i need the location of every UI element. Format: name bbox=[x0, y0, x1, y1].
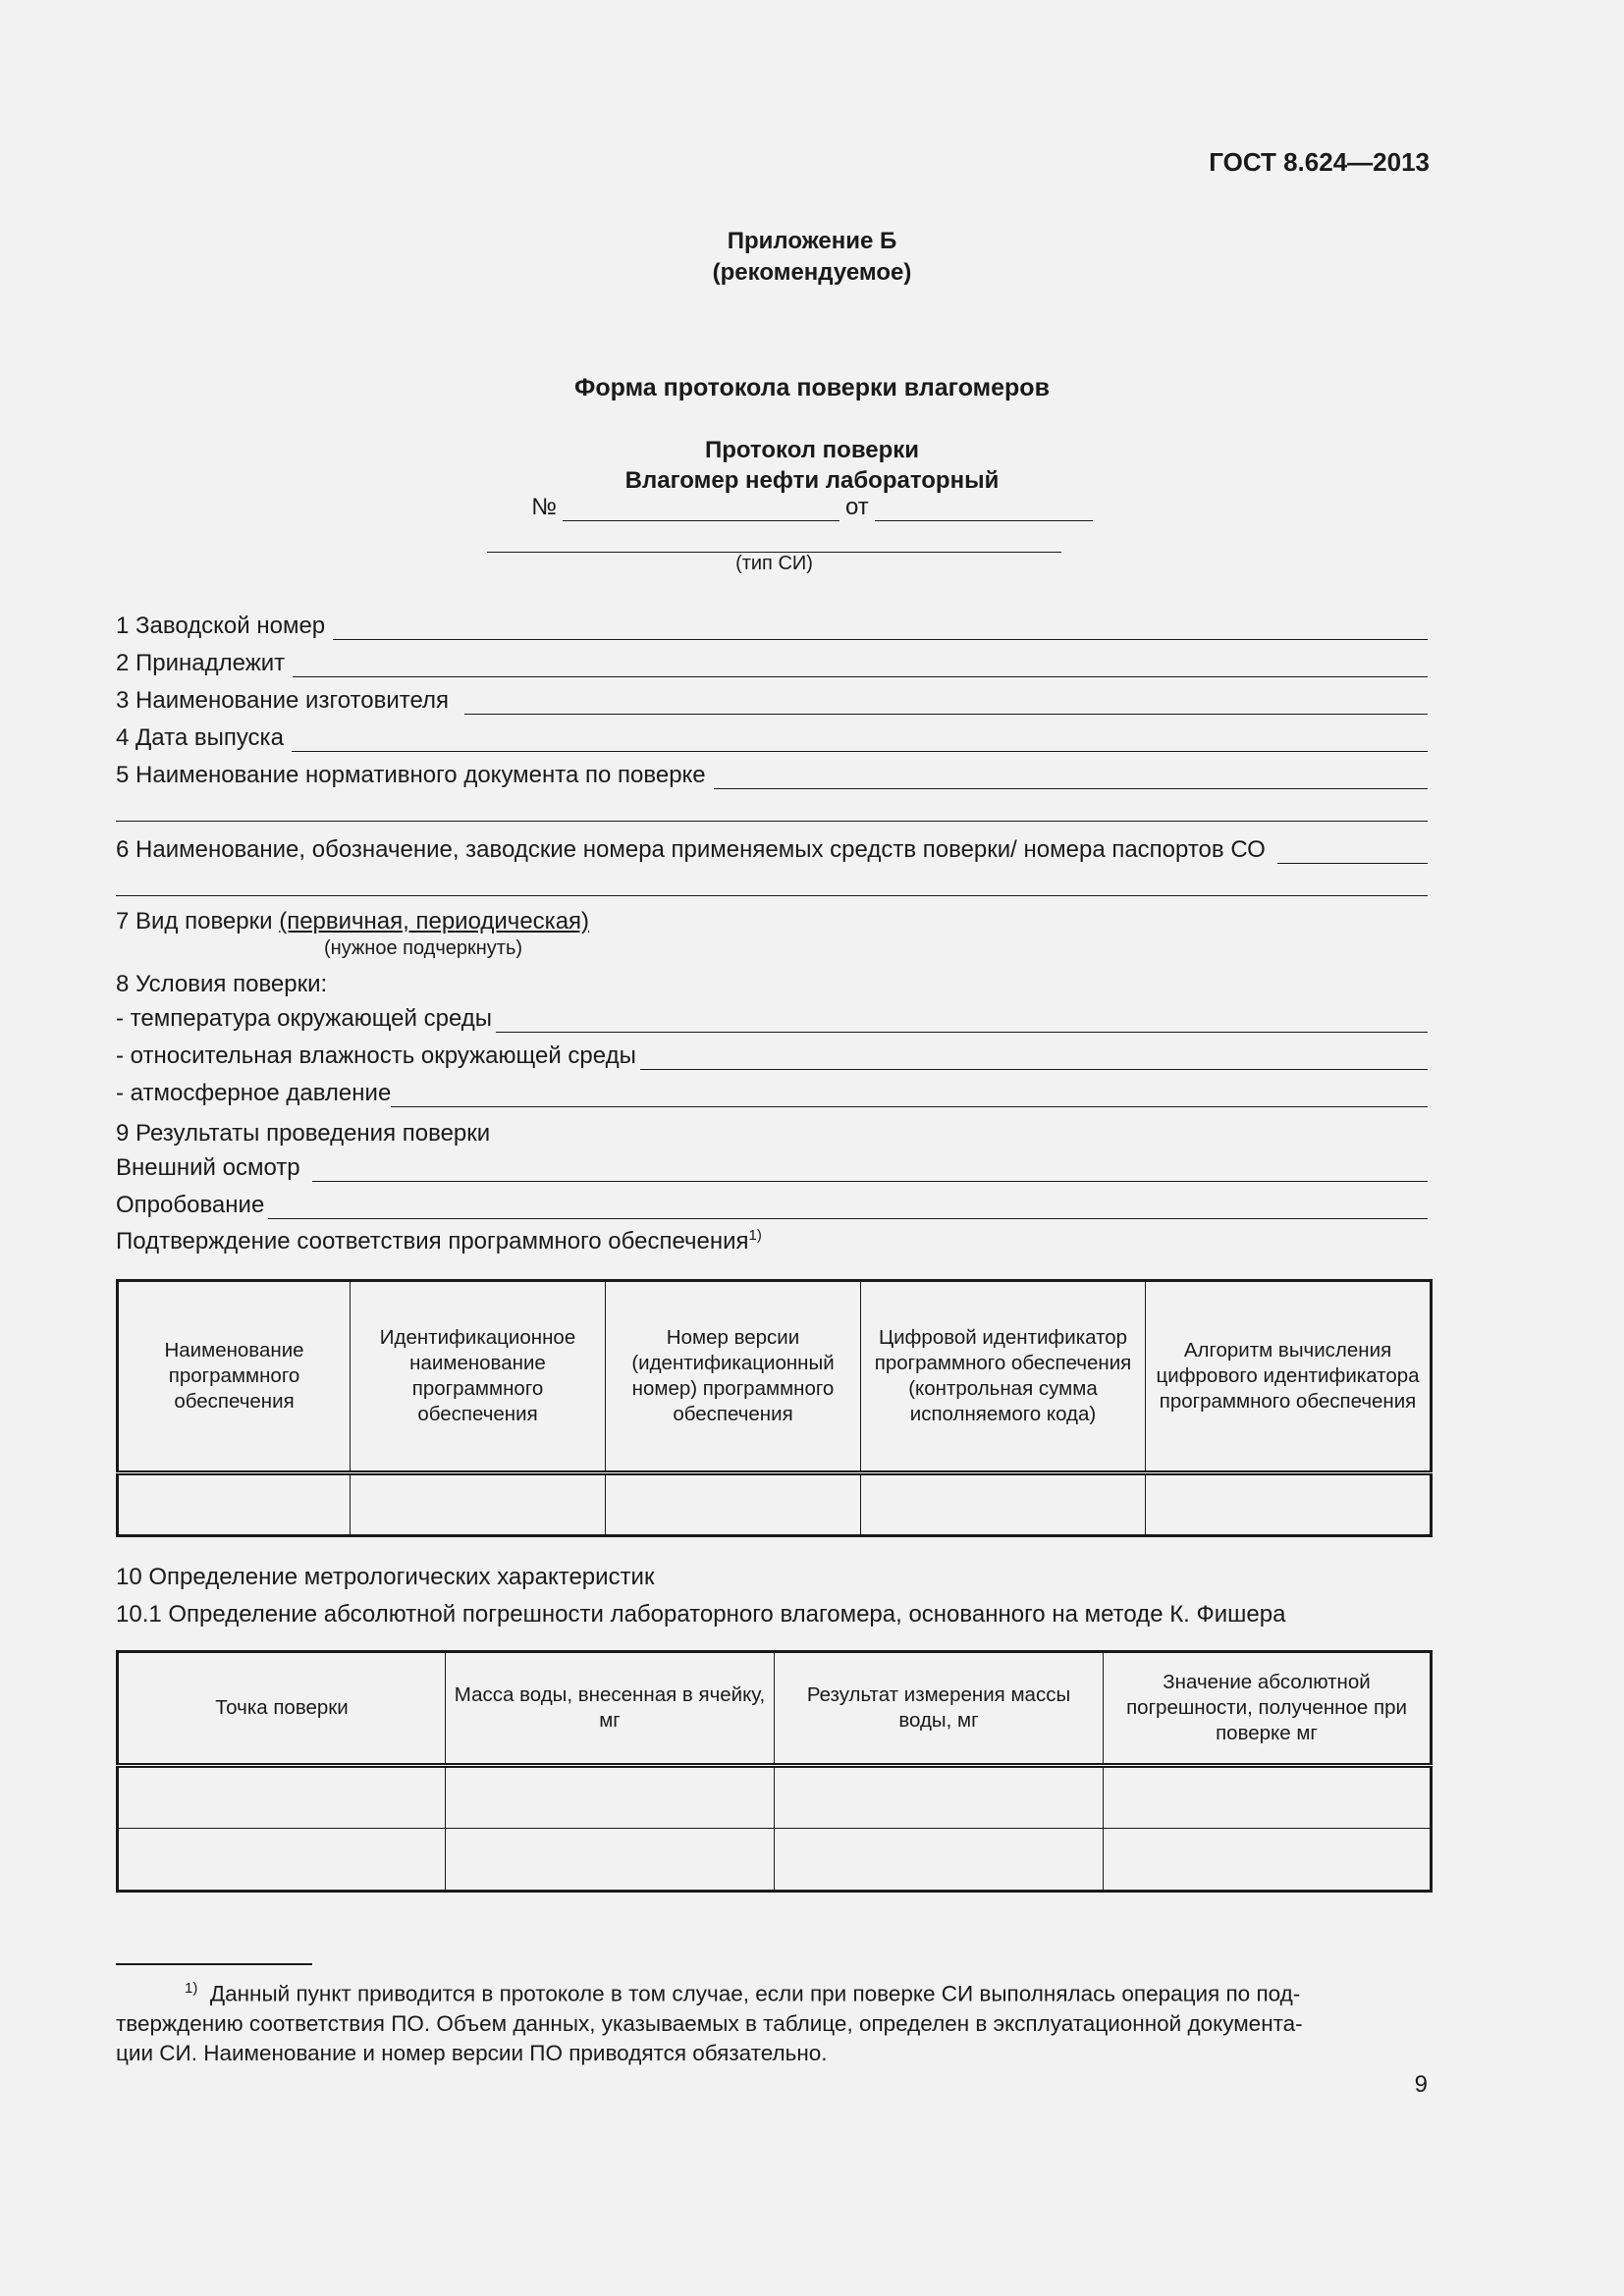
footnote-marker: 1) bbox=[185, 1980, 198, 1997]
appendix-subtitle: (рекомендуемое) bbox=[712, 259, 912, 286]
software-header-cell: Идентификационное наименование программного обеспечения bbox=[351, 1281, 606, 1473]
error-data-cell[interactable] bbox=[446, 1829, 775, 1892]
appendix-heading bbox=[0, 226, 1624, 289]
footnote-ref: 1) bbox=[748, 1227, 762, 1244]
field-manufacturer bbox=[116, 685, 1428, 715]
manufacturer-input[interactable] bbox=[464, 690, 1428, 715]
footnote-line: тверждению соответствия ПО. Объем данных, указываемых в таблице, определен в эксплуатационной документа- bbox=[116, 2010, 1303, 2036]
software-data-cell[interactable] bbox=[606, 1473, 861, 1536]
release-date-input[interactable] bbox=[292, 727, 1428, 752]
verification-type-note: (нужное подчеркнуть) bbox=[324, 937, 523, 959]
owner-input[interactable] bbox=[293, 653, 1428, 677]
error-data-cell[interactable] bbox=[1104, 1829, 1432, 1892]
error-header-cell: Точка поверки bbox=[118, 1652, 446, 1766]
field-normative-doc bbox=[116, 760, 1428, 789]
field-serial-number bbox=[116, 611, 1428, 640]
error-data-cell[interactable] bbox=[775, 1766, 1104, 1829]
field-label: - относительная влажность окружающей среды bbox=[116, 1042, 636, 1069]
normative-doc-input[interactable] bbox=[714, 765, 1428, 789]
verification-type-options[interactable]: (первичная, периодическая) bbox=[279, 908, 590, 934]
field-label: - температура окружающей среды bbox=[116, 1005, 493, 1032]
software-header-cell: Номер версии (идентификационный номер) программного обеспечения bbox=[606, 1281, 861, 1473]
field-label: Опробование bbox=[116, 1192, 265, 1218]
field-verification-type bbox=[116, 908, 589, 935]
verification-means-input[interactable] bbox=[1277, 839, 1428, 864]
error-data-cell[interactable] bbox=[775, 1829, 1104, 1892]
error-data-cell[interactable] bbox=[118, 1829, 446, 1892]
protocol-date-field[interactable] bbox=[875, 499, 1093, 521]
table-row bbox=[118, 1766, 1432, 1829]
page-number: 9 bbox=[1414, 2071, 1428, 2098]
instrument-type-caption: (тип СИ) bbox=[735, 553, 813, 574]
field-label: Внешний осмотр bbox=[116, 1154, 300, 1181]
section-metrology: 10 Определение метрологических характеристик bbox=[116, 1564, 655, 1590]
normative-doc-continuation[interactable] bbox=[116, 821, 1428, 822]
error-header-cell: Масса воды, внесенная в ячейку, мг bbox=[446, 1652, 775, 1766]
field-results: 9 Результаты проведения поверки bbox=[116, 1120, 491, 1147]
field-label: 3 Наименование изготовителя bbox=[116, 687, 450, 714]
footnote-line bbox=[116, 1974, 1430, 2009]
field-testing bbox=[116, 1190, 1428, 1219]
footnote bbox=[116, 1974, 1430, 2068]
table-row bbox=[118, 1473, 1432, 1536]
error-header-cell: Значение абсолютной погрешности, полученное при поверке мг bbox=[1104, 1652, 1432, 1766]
humidity-input[interactable] bbox=[640, 1045, 1428, 1070]
software-header-cell: Алгоритм вычисления цифрового идентификатора программного обеспечения bbox=[1146, 1281, 1432, 1473]
field-temperature bbox=[116, 1003, 1428, 1033]
error-data-cell[interactable] bbox=[446, 1766, 775, 1829]
field-label: 2 Принадлежит bbox=[116, 650, 286, 676]
protocol-number-line bbox=[0, 494, 1624, 521]
table-row bbox=[118, 1829, 1432, 1892]
form-title: Форма протокола поверки влагомеров bbox=[574, 374, 1050, 401]
field-verification-means bbox=[116, 834, 1428, 864]
document-code: ГОСТ 8.624—2013 bbox=[1209, 147, 1430, 177]
field-label: 6 Наименование, обозначение, заводские номера применяемых средств поверки/ номера паспортов СО bbox=[116, 836, 1266, 863]
field-label: 7 Вид поверки bbox=[116, 908, 273, 934]
pressure-input[interactable] bbox=[391, 1083, 1428, 1107]
field-release-date bbox=[116, 722, 1428, 752]
software-data-cell[interactable] bbox=[351, 1473, 606, 1536]
field-label: 1 Заводской номер bbox=[116, 613, 326, 639]
field-conditions: 8 Условия поверки: bbox=[116, 971, 328, 997]
field-owner bbox=[116, 648, 1428, 677]
protocol-title: Протокол поверки bbox=[704, 437, 920, 463]
error-header-cell: Результат измерения массы воды, мг bbox=[775, 1652, 1104, 1766]
software-data-cell[interactable] bbox=[118, 1473, 351, 1536]
field-label: - атмосферное давление bbox=[116, 1080, 392, 1106]
protocol-heading bbox=[0, 435, 1624, 496]
footnote-line: ции СИ. Наименование и номер версии ПО приводятся обязательно. bbox=[116, 2040, 828, 2065]
software-header-cell: Наименование программного обеспечения bbox=[118, 1281, 351, 1473]
field-label: Подтверждение соответствия программного обеспечения bbox=[116, 1228, 749, 1255]
field-pressure bbox=[116, 1078, 1428, 1107]
testing-input[interactable] bbox=[268, 1195, 1428, 1219]
software-table bbox=[116, 1279, 1433, 1537]
footnote-divider bbox=[116, 1963, 312, 1965]
field-software-confirmation bbox=[116, 1227, 762, 1255]
instrument-type-field[interactable] bbox=[487, 532, 1061, 553]
number-symbol: № bbox=[531, 494, 557, 520]
field-label: 5 Наименование нормативного документа по поверке bbox=[116, 762, 706, 788]
verification-means-continuation[interactable] bbox=[116, 895, 1428, 896]
absolute-error-table bbox=[116, 1650, 1433, 1893]
visual-inspection-input[interactable] bbox=[312, 1157, 1428, 1182]
software-data-cell[interactable] bbox=[861, 1473, 1146, 1536]
protocol-number-field[interactable] bbox=[563, 499, 839, 521]
software-header-cell: Цифровой идентификатор программного обеспечения (контрольная сумма исполняемого кода) bbox=[861, 1281, 1146, 1473]
serial-number-input[interactable] bbox=[333, 615, 1428, 640]
error-data-cell[interactable] bbox=[118, 1766, 446, 1829]
field-visual-inspection bbox=[116, 1152, 1428, 1182]
field-humidity bbox=[116, 1041, 1428, 1070]
appendix-title: Приложение Б bbox=[727, 228, 897, 254]
temperature-input[interactable] bbox=[496, 1008, 1428, 1033]
error-data-cell[interactable] bbox=[1104, 1766, 1432, 1829]
field-label: 4 Дата выпуска bbox=[116, 724, 284, 751]
from-label: от bbox=[844, 494, 869, 520]
software-data-cell[interactable] bbox=[1146, 1473, 1432, 1536]
protocol-subtitle: Влагомер нефти лабораторный bbox=[624, 467, 1000, 494]
footnote-text: Данный пункт приводится в протоколе в том случае, если при поверке СИ выполнялась операция по под- bbox=[209, 1981, 1301, 2006]
section-absolute-error: 10.1 Определение абсолютной погрешности лабораторного влагомера, основанного на методе К. Фишера bbox=[116, 1601, 1286, 1628]
